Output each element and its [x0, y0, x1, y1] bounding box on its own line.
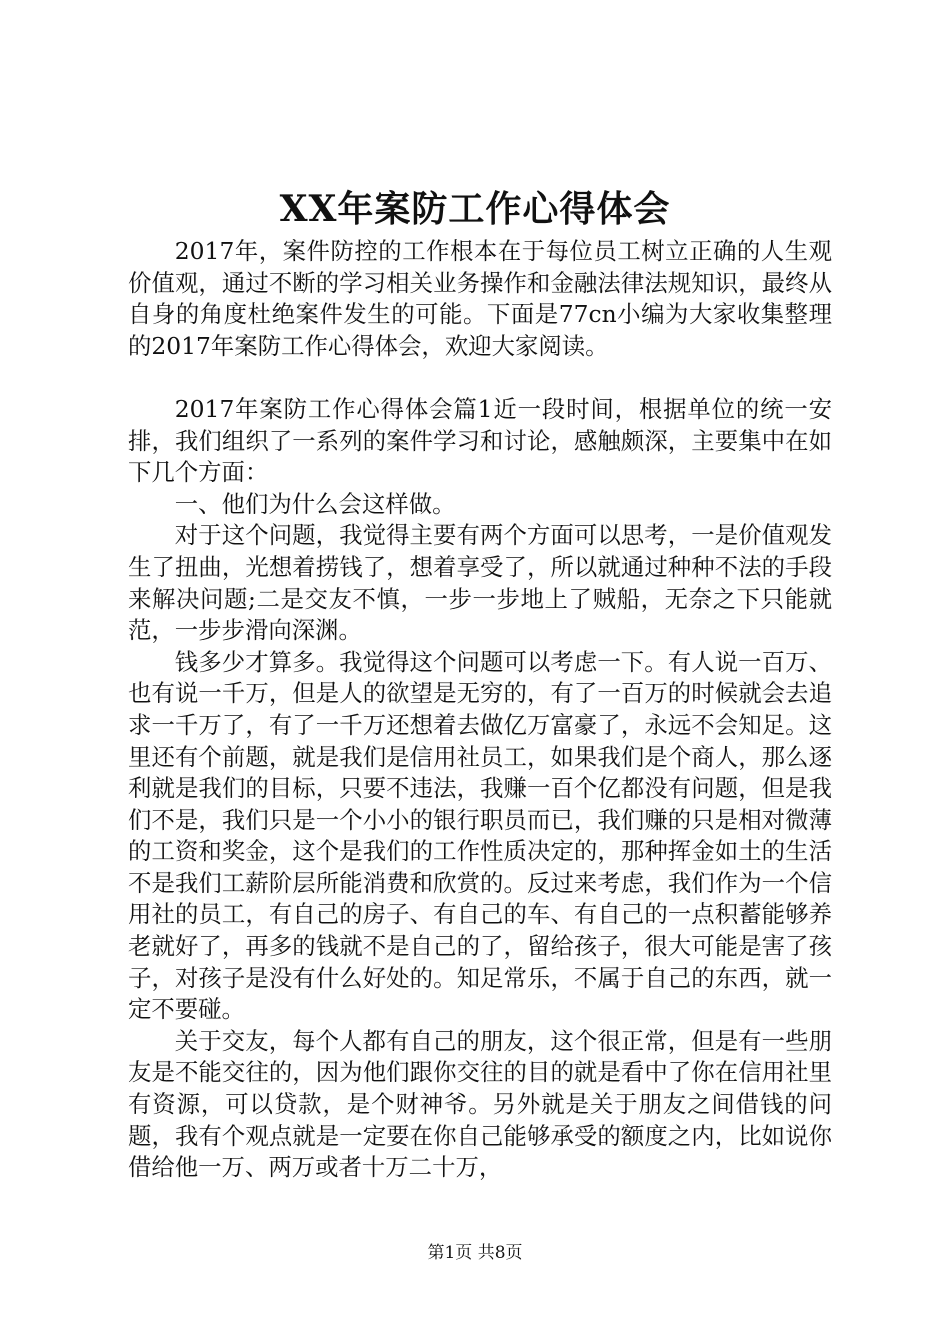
intro-paragraph: 2017年，案件防控的工作根本在于每位员工树立正确的人生观价值观，通过不断的学习相关业务操作和金融法律法规知识，最终从自身的角度杜绝案件发生的可能。下面是77cn小编为大家收集整理的2017年案防工作心得体会，欢迎大家阅读。	[128, 237, 832, 360]
body-paragraph: 对于这个问题，我觉得主要有两个方面可以思考，一是价值观发生了扭曲，光想着捞钱了，想着享受了，所以就通过种种不法的手段来解决问题;二是交友不慎，一步一步地上了贼船，无奈之下只能就范，一步步滑向深渊。	[128, 521, 832, 645]
body-paragraph: 关于交友，每个人都有自己的朋友，这个很正常，但是有一些朋友是不能交往的，因为他们跟你交往的目的就是看中了你在信用社里有资源，可以贷款，是个财神爷。另外就是关于朋友之间借钱的问题，我有个观点就是一定要在你自己能够承受的额度之内，比如说你借给他一万、两万或者十万二十万，	[128, 1026, 832, 1182]
document-body	[128, 236, 832, 1184]
section-heading: 一、他们为什么会这样做。	[174, 489, 456, 518]
body-paragraph: 2017年案防工作心得体会篇1近一段时间，根据单位的统一安排，我们组织了一系列的案件学习和讨论，感触颇深，主要集中在如下几个方面：	[128, 394, 832, 487]
body-paragraph: 钱多少才算多。我觉得这个问题可以考虑一下。有人说一百万、也有说一千万，但是人的欲望是无穷的，有了一百万的时候就会去追求一千万了，有了一千万还想着去做亿万富豪了，永远不会知足。这里还有个前题，就是我们是信用社员工，如果我们是个商人，那么逐利就是我们的目标，只要不违法，我赚一百个亿都没有问题，但是我们不是，我们只是一个小小的银行职员而已，我们赚的只是相对微薄的工资和奖金，这个是我们的工作性质决定的，那种挥金如土的生活不是我们工薪阶层所能消费和欣赏的。反过来考虑，我们作为一个信用社的员工，有自己的房子、有自己的车、有自己的一点积蓄能够养老就好了，再多的钱就不是自己的了，留给孩子，很大可能是害了孩子，对孩子是没有什么好处的。知足常乐，不属于自己的东西，就一定不要碰。	[128, 647, 832, 1024]
document-title: XX年案防工作心得体会	[279, 188, 671, 230]
page-number-footer: 第1页 共8页	[427, 1243, 523, 1263]
paragraph-gap	[128, 362, 832, 394]
